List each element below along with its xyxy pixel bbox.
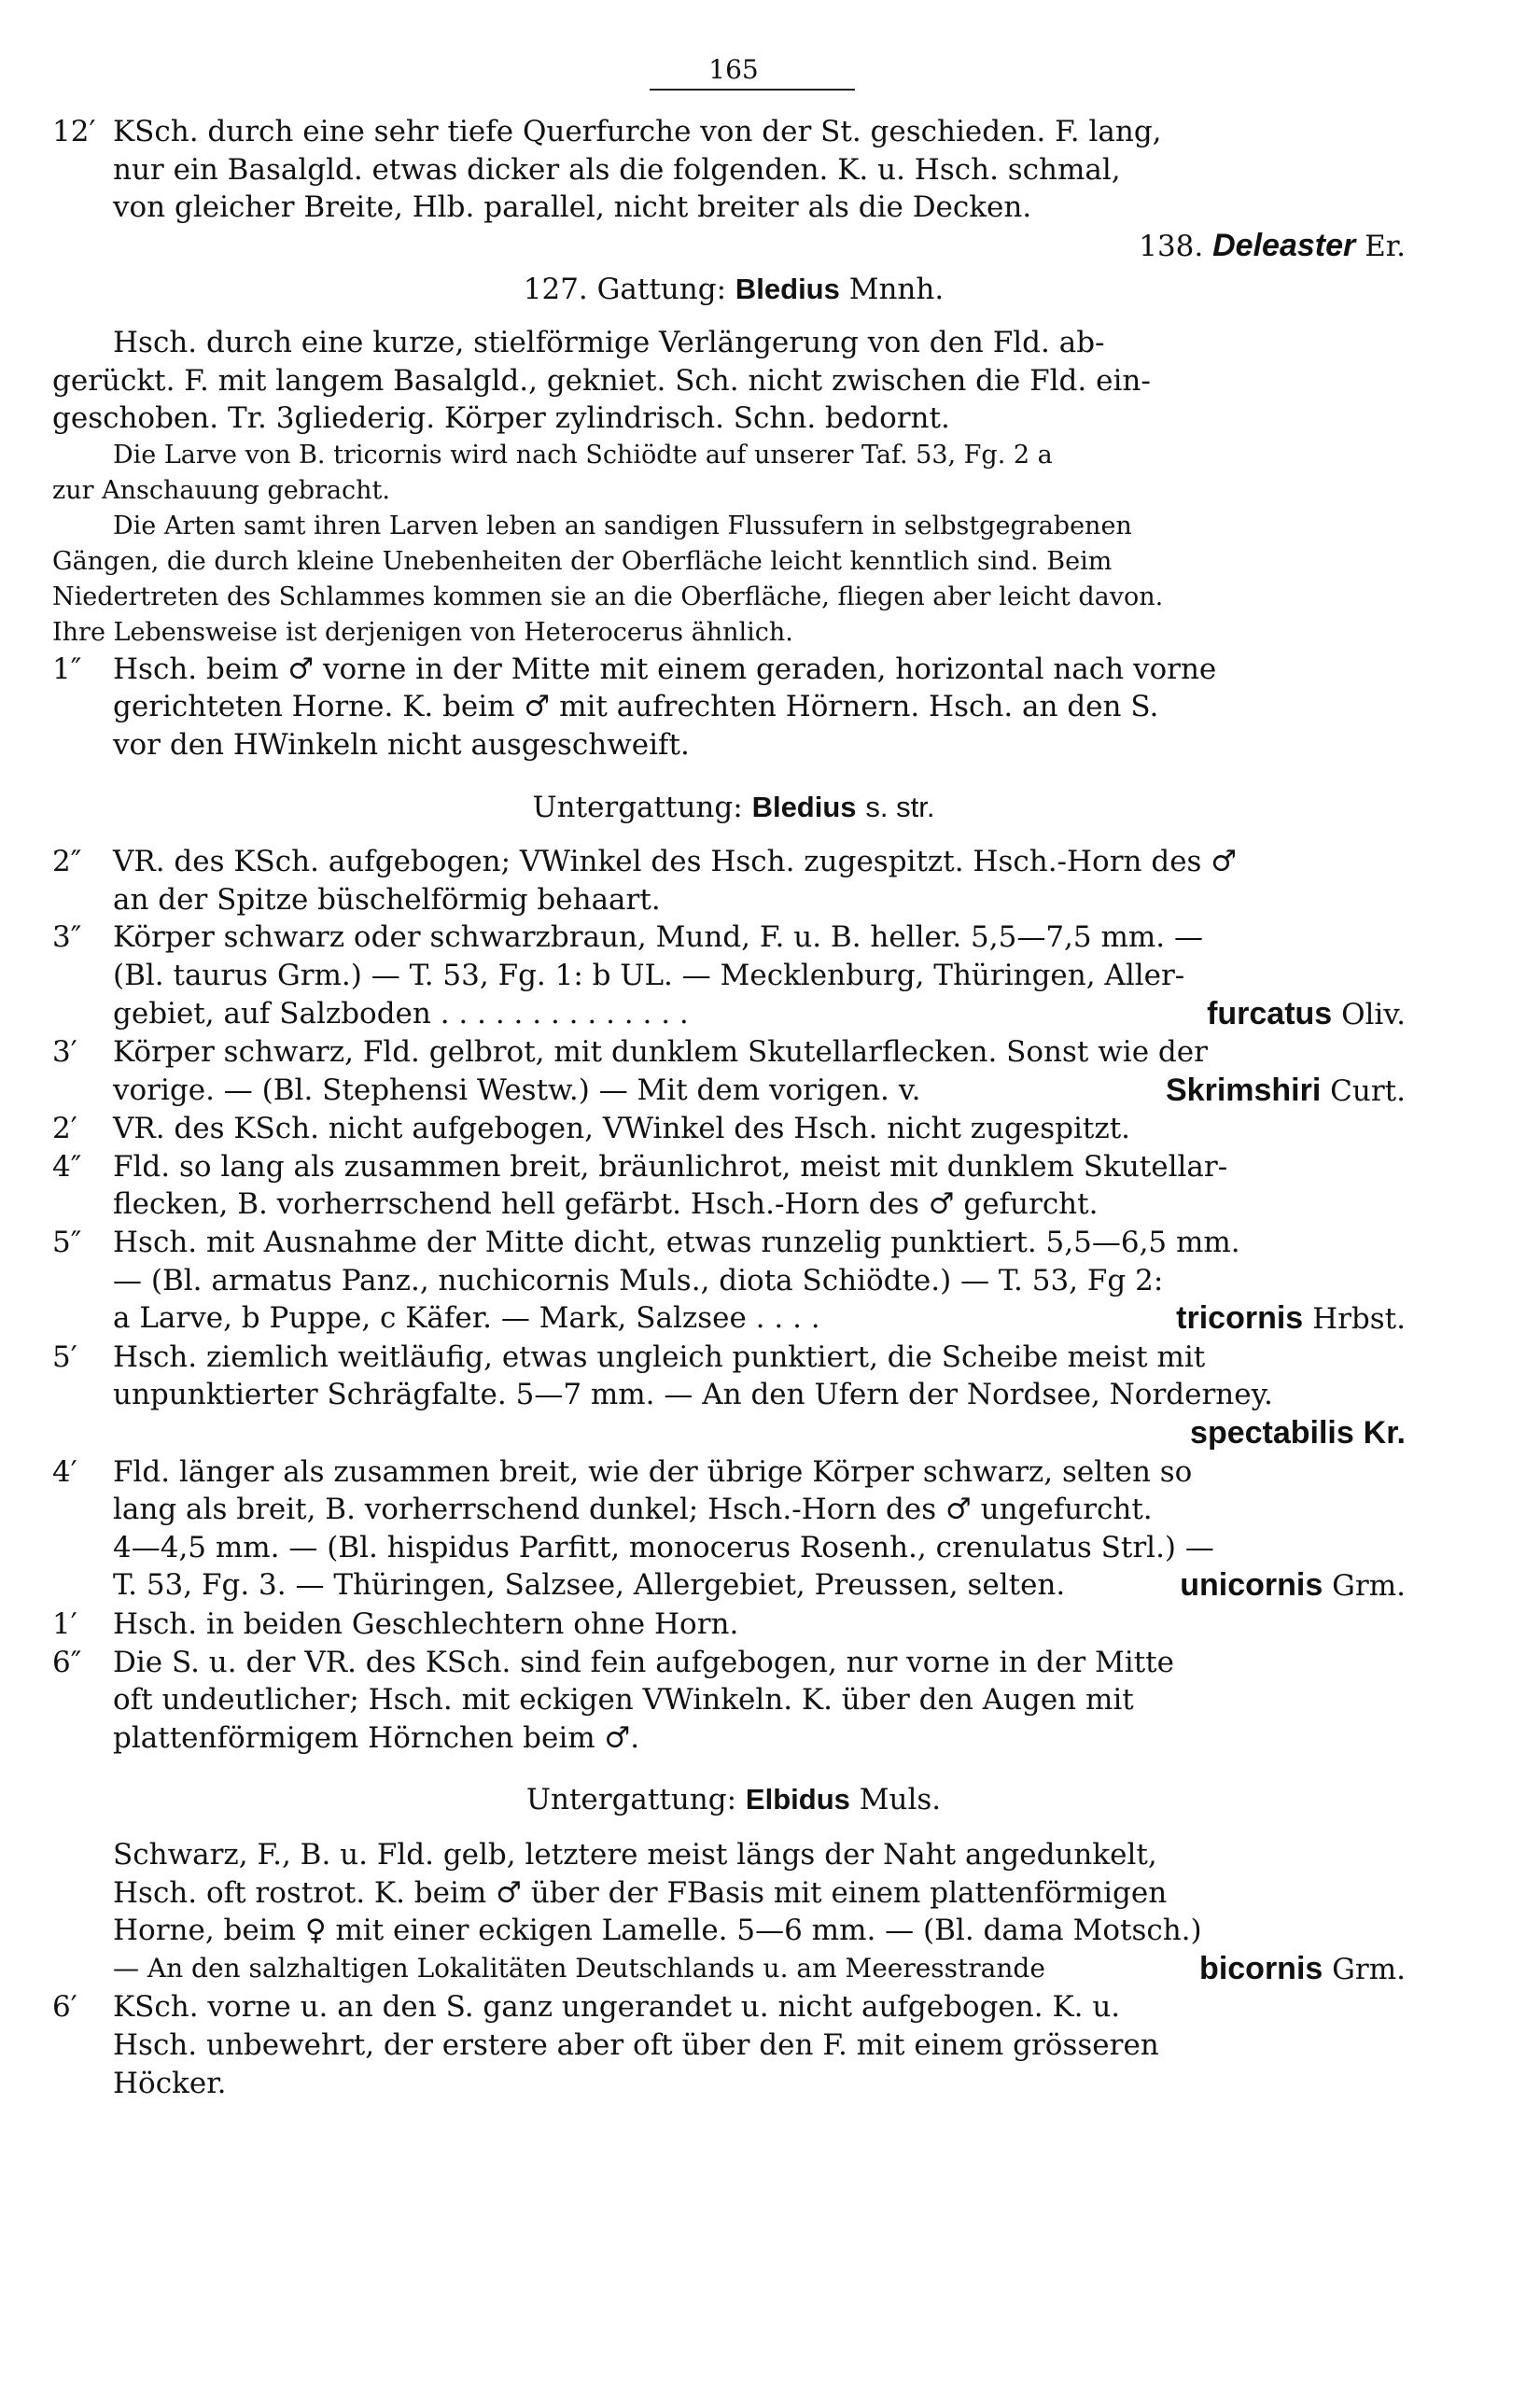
text-line: unpunktierter Schrägfalte. 5—7 mm. — An den Ufern der Nordsee, Norderney. [113, 1378, 1273, 1412]
line-text: gebiet, auf Salzboden . . . . . . . . . . . . . . [113, 996, 689, 1031]
text-line: gerichteten Horne. K. beim ♂ mit aufrechten Hörnern. Hsch. an den S. [113, 690, 1159, 724]
key-entry-3dprime [52, 919, 1452, 1033]
key-number: 6″ [52, 1645, 82, 1679]
text-line: gerückt. F. mit langem Basalgld., gekniet. Sch. nicht zwischen die Fld. ein- [52, 363, 1151, 398]
subgenus-heading [15, 789, 1452, 827]
species-name: Skrimshiri [1166, 1072, 1322, 1108]
key-number: 3″ [52, 920, 82, 955]
species-name: tricornis [1176, 1300, 1304, 1337]
key-number: 3′ [52, 1035, 77, 1070]
larva-note [52, 438, 1452, 509]
text-line: nur ein Basalgld. etwas dicker als die folgenden. K. u. Hsch. schmal, [113, 152, 1121, 187]
text-line: Die Arten samt ihren Larven leben an sandigen Flussufern in selbstgegrabenen [113, 511, 1132, 540]
text-line: lang als breit, B. vorherrschend dunkel; Hsch.-Horn des ♂ ungefurcht. [113, 1493, 1153, 1527]
text-line: Hsch. oft rostrot. K. beim ♂ über der FBasis mit einem plattenförmigen [113, 1875, 1168, 1910]
text-line: vor den HWinkeln nicht ausgeschweift. [113, 727, 690, 762]
text-line: Gängen, die durch kleine Unebenheiten der Oberfläche leicht kenntlich sind. Beim [52, 546, 1113, 576]
line-text: T. 53, Fg. 3. — Thüringen, Salzsee, Allergebiet, Preussen, selten. [113, 1568, 1066, 1603]
line-text: Fld. länger als zusammen breit, wie der übrige Körper schwarz, selten so [113, 1454, 1193, 1489]
page [52, 54, 1452, 2102]
header-rule [650, 89, 855, 91]
text-line: Schwarz, F., B. u. Fld. gelb, letztere meist längs der Naht angedunkelt, [113, 1837, 1157, 1872]
text-line [52, 1110, 1452, 1148]
species-line [52, 227, 1452, 266]
text-line [52, 919, 1452, 957]
key-number: 5′ [52, 1339, 77, 1374]
species-line [52, 1414, 1452, 1453]
text-line: geschoben. Tr. 3gliederig. Körper zylindrisch. Schn. bedornt. [52, 401, 950, 436]
text-line [113, 1950, 1452, 1989]
key-number: 1′ [52, 1607, 77, 1641]
text-line: Die Larve von B. tricornis wird nach Schiödte auf unserer Taf. 53, Fg. 2 a [113, 440, 1053, 470]
key-entry-5dprime [52, 1224, 1452, 1339]
key-entry-2dprime [52, 843, 1452, 919]
elbidus-description [52, 1836, 1452, 1988]
text-line [52, 995, 1452, 1034]
key-entry-3prime [52, 1033, 1452, 1110]
text-line: an der Spitze büschelförmig behaart. [113, 882, 661, 917]
line-text: VR. des KSch. nicht aufgebogen, VWinkel des Hsch. nicht zugespitzt. [113, 1112, 1131, 1146]
text-line: — (Bl. armatus Panz., nuchicornis Muls., diota Schiödte.) — T. 53, Fg 2: [113, 1263, 1164, 1297]
key-number: 1″ [52, 652, 82, 686]
text-line [52, 1453, 1452, 1492]
text-line: (Bl. taurus Grm.) — T. 53, Fg. 1: b UL. — Mecklenburg, Thüringen, Aller- [113, 958, 1185, 992]
species-author: Grm. [1332, 1952, 1406, 1986]
species-author: Oliv. [1341, 997, 1406, 1031]
text-line: Hsch. durch eine kurze, stielförmige Verlängerung von den Fld. ab- [113, 325, 1105, 359]
key-number: 6′ [52, 1990, 77, 2025]
line-text: Hsch. ziemlich weitläufig, etwas ungleich punktiert, die Scheibe meist mit [113, 1339, 1206, 1374]
line-text: KSch. vorne u. an den S. ganz ungerandet u. nicht aufgebogen. K. u. [113, 1990, 1121, 2025]
species-author: Hrbst. [1312, 1302, 1406, 1337]
text-line [52, 1224, 1452, 1262]
text-line: Hsch. unbewehrt, der erstere aber oft über den F. mit einem grösseren [113, 2027, 1159, 2062]
species-name: furcatus [1207, 995, 1333, 1031]
text-line [52, 1072, 1452, 1111]
genus-name: Bledius [735, 273, 840, 306]
line-text: a Larve, b Puppe, c Käfer. — Mark, Salzsee . . . . [113, 1301, 820, 1336]
habitat-note [52, 509, 1452, 651]
text-line [52, 1299, 1452, 1339]
text-line [52, 1339, 1452, 1377]
line-text: Hsch. in beiden Geschlechtern ohne Horn. [113, 1607, 739, 1641]
text-line [52, 1148, 1452, 1186]
species-name: Deleaster [1212, 227, 1356, 263]
species-name: spectabilis [1190, 1415, 1354, 1451]
key-number: 12′ [52, 115, 96, 148]
subgenus-prefix: Untergattung: [525, 1783, 737, 1817]
line-text: vorige. — (Bl. Stephensi Westw.) — Mit dem vorigen. v. [113, 1073, 921, 1107]
text-line [52, 113, 1452, 151]
page-number: 165 [708, 54, 759, 85]
species-name: unicornis [1180, 1567, 1323, 1604]
subgenus-heading [15, 1781, 1452, 1819]
text-line: flecken, B. vorherrschend hell gefärbt. Hsch.-Horn des ♂ gefurcht. [113, 1187, 1099, 1222]
species-author: Curt. [1330, 1073, 1406, 1108]
genus-heading [15, 271, 1452, 309]
text-line [52, 1644, 1452, 1682]
line-text: Fld. so lang als zusammen breit, bräunlichrot, meist mit dunklem Skutellar- [113, 1149, 1228, 1184]
key-number: 2″ [52, 845, 82, 879]
line-text: Körper schwarz, Fld. gelbrot, mit dunklem Skutellarflecken. Sonst wie der [113, 1035, 1208, 1070]
text-line: oft undeutlicher; Hsch. mit eckigen VWinkeln. K. über den Augen mit [113, 1683, 1134, 1718]
key-entry-2prime [52, 1110, 1452, 1148]
text-line [52, 1566, 1452, 1606]
subgenus-name: Bledius [751, 790, 857, 823]
key-entry-4dprime [52, 1148, 1452, 1224]
species-author: Kr. [1363, 1415, 1406, 1451]
line-text: — An den salzhaltigen Lokalitäten Deutschlands u. am Meeresstrande [113, 1952, 1045, 1984]
text-line: von gleicher Breite, Hlb. parallel, nicht breiter als die Decken. [113, 190, 1032, 225]
key-number: 2′ [52, 1112, 77, 1146]
key-entry-1prime [52, 1606, 1452, 1644]
text-line [52, 1033, 1452, 1072]
key-entry-6prime [52, 1988, 1452, 2102]
line-text: Die S. u. der VR. des KSch. sind fein aufgebogen, nur vorne in der Mitte [113, 1645, 1174, 1679]
key-entry-6dprime [52, 1644, 1452, 1758]
subgenus-suffix: s. str. [865, 790, 935, 823]
text-line [52, 651, 1452, 689]
genus-description [52, 324, 1452, 438]
subgenus-prefix: Untergattung: [532, 790, 743, 824]
line-text: VR. des KSch. aufgebogen; VWinkel des Hsch. zugespitzt. Hsch.-Horn des ♂ [113, 845, 1238, 879]
species-name: bicornis [1199, 1950, 1323, 1986]
line-text: Hsch. mit Ausnahme der Mitte dicht, etwas runzelig punktiert. 5,5—6,5 mm. [113, 1226, 1240, 1260]
species-author: Er. [1365, 229, 1406, 263]
line-text: Hsch. beim ♂ vorne in der Mitte mit einem geraden, horizontal nach vorne [113, 652, 1217, 686]
line-text: KSch. durch eine sehr tiefe Querfurche von der St. geschieden. F. lang, [113, 115, 1162, 148]
line-text: Körper schwarz oder schwarzbraun, Mund, F. u. B. heller. 5,5—7,5 mm. — [113, 920, 1203, 955]
text-line [52, 843, 1452, 881]
text-line: plattenförmigem Hörnchen beim ♂. [113, 1720, 640, 1755]
key-entry-5prime [52, 1339, 1452, 1453]
genus-author: Mnnh. [848, 273, 945, 307]
text-line: Niedertreten des Schlammes kommen sie an die Oberfläche, fliegen aber leicht davon. [52, 582, 1164, 611]
key-entry-12prime [52, 113, 1452, 265]
subgenus-suffix: Muls. [859, 1783, 942, 1817]
key-number: 4″ [52, 1149, 82, 1184]
text-line: zur Anschauung gebracht. [52, 475, 390, 505]
text-line [52, 1988, 1452, 2026]
genus-prefix: 127. Gattung: [523, 273, 727, 307]
text-line: Horne, beim ♀ mit einer eckigen Lamelle. 5—6 mm. — (Bl. dama Motsch.) [113, 1914, 1202, 1948]
text-line: Höcker. [113, 2066, 227, 2100]
text-line [52, 1606, 1452, 1644]
species-number: 138. [1139, 229, 1204, 263]
key-entry-4prime [52, 1453, 1452, 1606]
species-author: Grm. [1332, 1569, 1406, 1604]
text-line: Ihre Lebensweise ist derjenigen von Heterocerus ähnlich. [52, 617, 793, 647]
subgenus-name: Elbidus [745, 1783, 850, 1816]
text-line: 4—4,5 mm. — (Bl. hispidus Parfitt, monocerus Rosenh., crenulatus Strl.) — [113, 1530, 1214, 1564]
key-number: 5″ [52, 1226, 82, 1260]
key-number: 4′ [52, 1454, 77, 1489]
key-entry-1dprime [52, 651, 1452, 764]
